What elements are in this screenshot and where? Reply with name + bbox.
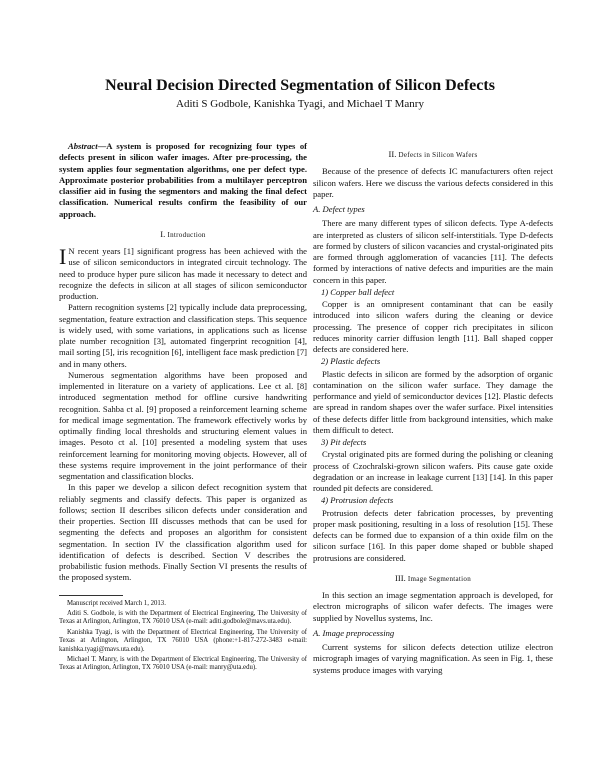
section-heading-segmentation: III. Image Segmentation bbox=[394, 572, 472, 583]
copper-paragraph: Copper is an omnipresent contaminant that can be easily introduced into silicon wafers during the cleaning or device processing. The presence of copper rich precipitates in silicon reduces minority carrier diffusion length [11]. Ball shaped copper defects are considered here. bbox=[313, 299, 553, 354]
abstract bbox=[59, 141, 307, 220]
intro-paragraph-4: In this paper we develop a silicon defect recognition system that reliably segments and classify defects. This paper is organized as follows; section II describes silicon defects under consideration and their properties. Section III discusses methods that can be used for segmenting the defects and proposes an algorithm for consistent segmentation. In section IV the classification algorithm used for identification of defects is described. Section V describes the probabilistic fusion methods. Finally Section VI presents the results of the proposed system. bbox=[59, 482, 307, 583]
preprocessing-paragraph: Current systems for silicon defects detection utilize electron micrograph images of varying magnification. As seen in Fig. 1, these systems produce images with varying bbox=[313, 642, 553, 675]
subsubsection-copper: 1) Copper ball defect bbox=[321, 286, 395, 297]
defects-intro-paragraph: Because of the presence of defects IC manufacturers often reject silicon wafers. Here we discuss the various defects considered in this paper. bbox=[313, 166, 553, 199]
segmentation-intro-paragraph: In this section an image segmentation approach is developed, for electron micrographs of silicon wafer defects. The images were supplied by Novellus systems, Inc. bbox=[313, 590, 553, 623]
right-column bbox=[313, 141, 553, 676]
left-column bbox=[59, 141, 307, 673]
footnote-rule bbox=[59, 595, 123, 596]
footnote-author-tyagi: Kanishka Tyagi, is with the Department of Electrical Engineering, The University of Texas at Arlington, Arlington, TX 76010 USA (phone:+1-817-272-3483 e-mail: kanishka.tyagi@mavs.uta.edu). bbox=[59, 628, 307, 653]
intro-paragraph-3: Numerous segmentation algorithms have been proposed and implemented in literature on a variety of applications. Lee ct al. [8] introduced segmentation method for offline cursive handwriting recognition. Sahba ct al. [9] proposed a reinforcement learning scheme for medical image segmentation. The framework effectively works by optimally finding local thresholds and structuring element values in images. Pesoto ct al. [10] presented a modeling system that uses reinforcement learning for monitoring moving objects. However, all of these systems require improvement in the joint performance of their segmentation and classification blocks. bbox=[59, 369, 307, 481]
defect-types-paragraph: There are many different types of silicon defects. Type A-defects are interpreted as clusters of silicon self-interstitials. Type D-defects are formed by clusters of silicon vacancies and crystal-originated pits are formed through agglomeration of vacancies [11]. The defects formed by interactions of native defects and impurities are the main concern in this paper. bbox=[313, 218, 553, 285]
abstract-body: —A system is proposed for recognizing four types of defects present in silicon wafer images. After pre-processing, the system applies four segmentation algorithms, one per defect type. Approximate posterior probabilities from a multilayer perceptron classifier aid in fusing the segmentors and making the final defect classification. Numerical results confirm the feasibility of our approach. bbox=[59, 141, 307, 219]
section-heading-introduction: I. Introduction bbox=[160, 228, 206, 239]
author-list: Aditi S Godbole, Kanishka Tyagi, and Michael T Manry bbox=[176, 98, 424, 110]
footnote-author-godbole: Aditi S. Godbole, is with the Department of Electrical Engineering, The University of Texas at Arlington, Arlington, TX 76010 USA (e-mail: aditi.godbole@mavs.uta.edu). bbox=[59, 609, 307, 626]
pit-paragraph: Crystal originated pits are formed during the polishing or cleaning process of Czochralski-grown silicon wafers. Pits cause gate oxide degradation or an increase in leakage current [13] [14]. In this paper rounded pit defects are considered. bbox=[313, 449, 553, 493]
drop-cap: I bbox=[59, 244, 67, 269]
subsubsection-protrusion: 4) Protrusion defects bbox=[321, 495, 394, 506]
subsubsection-plastic: 2) Plastic defects bbox=[321, 356, 381, 367]
subsection-image-preprocessing: A. Image preprocessing bbox=[313, 627, 395, 638]
abstract-lead: Abstract bbox=[68, 141, 98, 151]
footnote-received: Manuscript received March 1, 2013. bbox=[67, 599, 166, 607]
section-heading-defects: II. Defects in Silicon Wafers bbox=[388, 149, 478, 159]
intro-paragraph-1: I N recent years [1] significant progress has been achieved with the use of silicon semiconductors in integrated circuit technology. The need to produce hyper pure silicon has made it necessary to detect and recognize the defects in silicon at all stages of silicon semiconductor production. bbox=[59, 244, 307, 301]
paper-title: Neural Decision Directed Segmentation of Silicon Defects bbox=[105, 77, 495, 94]
plastic-paragraph: Plastic defects in silicon are formed by the adsorption of organic contamination on the silicon wafer surface. They damage the performance and yield of semiconductor devices [12]. Plastic defects are spread in random shapes over the wafer surface. Pixel intensities of these defects differ little from background intensities, which make them difficult to detect. bbox=[313, 368, 553, 435]
footnote-author-manry: Michael T. Manry, is with the Department of Electrical Engineering, The University of Texas at Arlington, Arlington, TX 76010 USA (e-mail: manry@uta.edu). bbox=[59, 655, 307, 672]
intro-paragraph-2: Pattern recognition systems [2] typically include data preprocessing, segmentation, feature extraction and classification steps. This sequence is widely used, with some variations, in applications such as license plate number recognition [3], automated fingerprint recognition [4], mail sorting [5], iris recognition [6], intelligent face mask prediction [7] and in many others. bbox=[59, 302, 307, 369]
subsubsection-pit: 3) Pit defects bbox=[321, 437, 367, 447]
protrusion-paragraph: Protrusion defects deter fabrication processes, by preventing proper mask positioning, resulting in a loss of resolution [15]. These defects can be formed due to expansion of a thin oxide film on the silicon surface [16]. In this paper dome shaped or bubble shaped protrusions are considered. bbox=[313, 507, 553, 563]
subsection-defect-types: A. Defect types bbox=[313, 204, 365, 214]
